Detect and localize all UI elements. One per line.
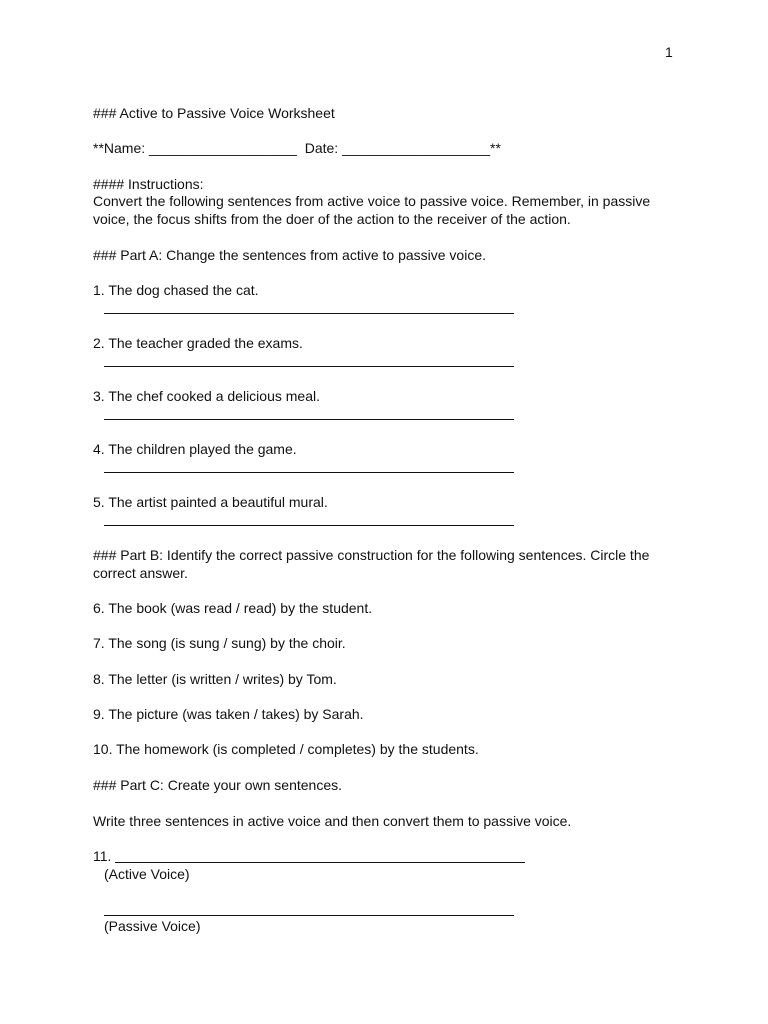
part-a-item-5: 5. The artist painted a beautiful mural. <box>93 494 328 510</box>
instructions-body: Convert the following sentences from active voice to passive voice. Remember, in passive voice, the focus shifts from the doer of the action to the receiver of the action. <box>93 193 651 227</box>
active-voice-line[interactable] <box>115 862 525 863</box>
part-a-item-2: 2. The teacher graded the exams. <box>93 335 303 351</box>
part-b-heading: ### Part B: Identify the correct passive construction for the following sentences. Circle the correct answer. <box>93 547 650 581</box>
part-b-item-10: 10. The homework (is completed / completes) by the students. <box>93 741 479 757</box>
answer-line-5[interactable] <box>104 525 514 526</box>
answer-line-3[interactable] <box>104 419 514 420</box>
name-date-line: **Name: ___________________ Date: ___________________** <box>93 140 501 156</box>
part-b-item-8: 8. The letter (is written / writes) by Tom. <box>93 671 337 687</box>
part-a-heading: ### Part A: Change the sentences from active to passive voice. <box>93 247 486 263</box>
part-c-heading: ### Part C: Create your own sentences. <box>93 777 343 793</box>
part-a-item-1: 1. The dog chased the cat. <box>93 282 259 298</box>
worksheet-title: ### Active to Passive Voice Worksheet <box>93 105 335 121</box>
answer-line-1[interactable] <box>104 313 514 314</box>
passive-voice-label: (Passive Voice) <box>104 918 201 934</box>
part-a-item-3: 3. The chef cooked a delicious meal. <box>93 388 320 404</box>
part-b-item-9: 9. The picture (was taken / takes) by Sarah. <box>93 706 364 722</box>
page-number: 1 <box>665 44 673 60</box>
instructions-heading: #### Instructions: <box>93 176 204 192</box>
part-c-item-number: 11. <box>93 848 112 864</box>
answer-line-4[interactable] <box>104 472 514 473</box>
answer-line-2[interactable] <box>104 366 514 367</box>
passive-voice-line[interactable] <box>104 915 514 916</box>
part-c-instruction: Write three sentences in active voice and then convert them to passive voice. <box>93 813 572 829</box>
part-b-item-6: 6. The book (was read / read) by the student. <box>93 600 373 616</box>
active-voice-label: (Active Voice) <box>104 866 190 882</box>
part-a-item-4: 4. The children played the game. <box>93 441 297 457</box>
part-b-item-7: 7. The song (is sung / sung) by the choir. <box>93 635 346 651</box>
